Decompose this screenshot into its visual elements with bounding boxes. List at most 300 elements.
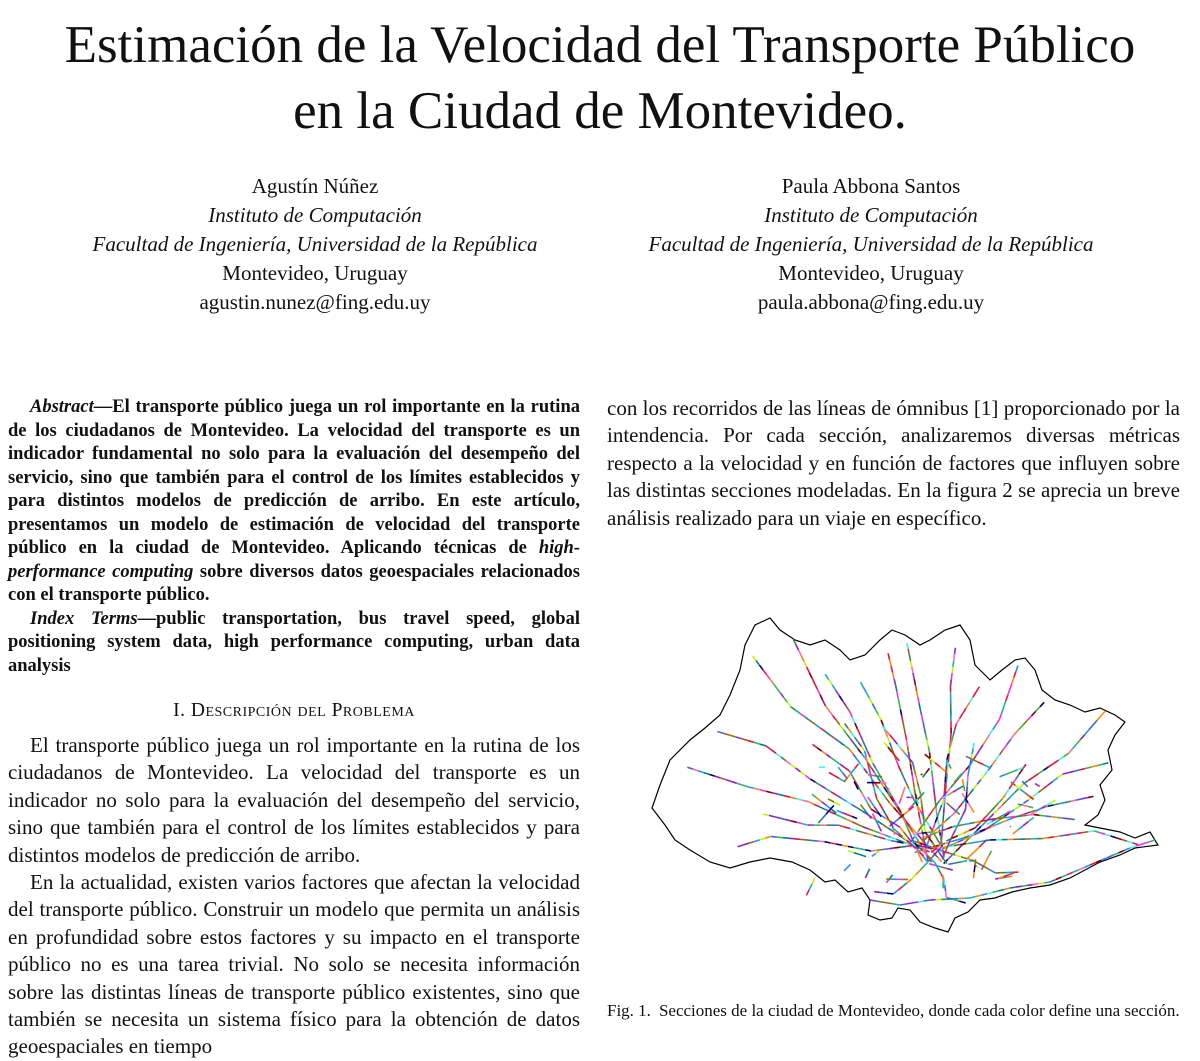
route-section bbox=[1009, 784, 1012, 789]
route-section bbox=[1127, 841, 1133, 843]
route-section bbox=[763, 814, 769, 815]
route-section bbox=[928, 746, 929, 752]
route-section bbox=[1093, 720, 1097, 725]
route-section bbox=[822, 751, 827, 754]
index-terms-label: Index Terms bbox=[30, 609, 138, 629]
route-section bbox=[922, 715, 923, 721]
route-section bbox=[914, 769, 916, 775]
route-section bbox=[1053, 804, 1059, 805]
route-section bbox=[935, 865, 941, 867]
route-section bbox=[786, 820, 792, 821]
route-section bbox=[932, 777, 933, 783]
route-section bbox=[991, 807, 995, 811]
route-section bbox=[932, 771, 933, 777]
route-section bbox=[777, 688, 780, 693]
route-section bbox=[1031, 711, 1035, 716]
route-section bbox=[917, 833, 922, 834]
route-section bbox=[1053, 760, 1058, 763]
route-section bbox=[859, 787, 862, 792]
route-section bbox=[968, 770, 969, 775]
route-section bbox=[861, 746, 864, 751]
route-section bbox=[936, 837, 939, 842]
route-section bbox=[760, 744, 766, 746]
route-section bbox=[914, 679, 915, 685]
route-section bbox=[1034, 815, 1040, 816]
route-section bbox=[829, 772, 834, 775]
route-section bbox=[1002, 801, 1006, 805]
route-section bbox=[973, 743, 974, 748]
author-email[interactable]: agustin.nunez@fing.edu.uy bbox=[35, 288, 595, 317]
route-section bbox=[1063, 818, 1069, 819]
route-section bbox=[916, 775, 918, 781]
route-section bbox=[1033, 884, 1039, 885]
route-section bbox=[900, 827, 904, 832]
route-section bbox=[929, 864, 935, 866]
route-section bbox=[946, 779, 947, 785]
route-section bbox=[970, 697, 973, 702]
route-section bbox=[912, 776, 913, 782]
route-section bbox=[907, 740, 908, 746]
route-section bbox=[956, 847, 960, 851]
route-section bbox=[883, 809, 886, 814]
route-section bbox=[883, 849, 889, 850]
route-section bbox=[976, 750, 979, 755]
route-section bbox=[958, 786, 963, 789]
route-section bbox=[868, 752, 871, 758]
route-section bbox=[875, 783, 879, 788]
route-section bbox=[1105, 834, 1111, 836]
route-section bbox=[999, 799, 1003, 803]
route-section bbox=[952, 736, 954, 742]
route-section bbox=[973, 872, 974, 878]
route-section bbox=[983, 740, 986, 745]
route-section bbox=[1000, 713, 1002, 719]
route-section bbox=[880, 804, 883, 809]
route-section bbox=[981, 820, 987, 821]
route-section bbox=[899, 703, 900, 709]
route-section bbox=[1113, 853, 1119, 855]
route-section bbox=[730, 735, 736, 737]
route-section bbox=[832, 685, 836, 690]
route-section bbox=[1016, 665, 1018, 671]
route-section bbox=[978, 762, 984, 765]
route-section bbox=[1100, 833, 1106, 835]
route-section bbox=[754, 788, 760, 789]
route-section bbox=[1068, 771, 1074, 772]
route-section bbox=[786, 761, 791, 765]
route-section bbox=[846, 819, 851, 822]
route-section bbox=[833, 715, 837, 720]
route-section bbox=[962, 793, 965, 798]
route-section bbox=[1024, 800, 1029, 803]
route-section bbox=[976, 687, 979, 692]
route-section bbox=[720, 778, 725, 780]
route-section bbox=[911, 770, 912, 776]
route-section bbox=[852, 717, 855, 723]
route-section bbox=[972, 842, 978, 843]
route-section bbox=[1048, 781, 1053, 785]
route-section bbox=[980, 745, 983, 750]
route-section bbox=[1059, 803, 1065, 804]
route-section bbox=[840, 725, 844, 730]
route-section bbox=[790, 797, 796, 798]
route-section bbox=[812, 744, 817, 747]
route-section bbox=[959, 803, 963, 808]
route-section bbox=[1094, 831, 1100, 833]
route-section bbox=[842, 812, 847, 814]
route-section bbox=[964, 831, 970, 834]
route-section bbox=[984, 860, 986, 865]
route-section bbox=[981, 775, 985, 780]
route-section bbox=[829, 711, 833, 716]
figure-caption-text: Secciones de la ciudad de Montevideo, donde cada color define una sección. bbox=[659, 1001, 1180, 1020]
route-section bbox=[868, 829, 874, 831]
route-section bbox=[959, 901, 965, 903]
route-section bbox=[1116, 838, 1122, 840]
route-section bbox=[1067, 872, 1073, 874]
route-section bbox=[801, 656, 804, 662]
route-section bbox=[993, 891, 999, 892]
route-section bbox=[1007, 818, 1012, 820]
route-section bbox=[900, 846, 906, 847]
route-section bbox=[1036, 707, 1040, 712]
route-section bbox=[1004, 701, 1006, 707]
route-section bbox=[951, 673, 952, 679]
route-section bbox=[766, 791, 772, 792]
route-section bbox=[896, 685, 897, 691]
route-section bbox=[851, 768, 855, 773]
route-section bbox=[987, 892, 993, 893]
route-section bbox=[860, 734, 863, 740]
route-section bbox=[842, 773, 846, 778]
route-section bbox=[854, 744, 858, 749]
route-section bbox=[831, 792, 836, 795]
route-section bbox=[844, 778, 848, 783]
route-section bbox=[704, 773, 709, 775]
route-section bbox=[1081, 735, 1085, 740]
route-section bbox=[903, 787, 905, 793]
route-section bbox=[897, 691, 898, 697]
route-section bbox=[844, 827, 850, 829]
route-section bbox=[726, 780, 731, 782]
route-section bbox=[962, 779, 963, 785]
route-section bbox=[983, 765, 989, 768]
route-section bbox=[964, 824, 970, 825]
route-section bbox=[802, 824, 808, 825]
route-section bbox=[698, 771, 703, 773]
route-section bbox=[791, 707, 796, 711]
route-section bbox=[898, 765, 901, 771]
route-section bbox=[911, 661, 912, 667]
route-section bbox=[989, 814, 993, 818]
route-section bbox=[891, 666, 893, 672]
route-section bbox=[878, 714, 881, 719]
route-section bbox=[876, 769, 879, 774]
route-section bbox=[885, 835, 891, 837]
route-section bbox=[760, 790, 766, 791]
route-section bbox=[799, 650, 802, 656]
route-section bbox=[919, 812, 920, 818]
route-section bbox=[895, 818, 900, 822]
route-section bbox=[940, 767, 945, 771]
route-section bbox=[931, 764, 932, 770]
route-section bbox=[875, 793, 877, 799]
route-section bbox=[920, 857, 922, 863]
route-section bbox=[860, 855, 866, 857]
route-section bbox=[966, 843, 972, 844]
route-section bbox=[907, 746, 908, 752]
route-section bbox=[1004, 888, 1010, 889]
route-section bbox=[904, 810, 909, 814]
route-section bbox=[1073, 870, 1079, 872]
route-section bbox=[1051, 817, 1057, 818]
route-section bbox=[715, 776, 720, 778]
route-section bbox=[778, 794, 784, 795]
author-block-2 bbox=[591, 172, 1151, 317]
route-section bbox=[900, 709, 901, 715]
route-section bbox=[693, 769, 698, 771]
right-column bbox=[607, 395, 1180, 532]
route-section bbox=[879, 833, 885, 835]
route-section bbox=[877, 799, 880, 804]
route-section bbox=[947, 768, 948, 774]
route-section bbox=[888, 903, 894, 904]
route-section bbox=[866, 693, 869, 698]
author-email[interactable]: paula.abbona@fing.edu.uy bbox=[591, 288, 1151, 317]
route-section bbox=[1085, 730, 1089, 735]
route-section bbox=[867, 869, 869, 874]
route-section bbox=[1077, 739, 1081, 744]
route-section bbox=[760, 838, 766, 840]
route-section bbox=[770, 679, 773, 684]
route-section bbox=[924, 861, 928, 865]
route-section bbox=[777, 837, 783, 838]
author-name: Paula Abbona Santos bbox=[591, 172, 1151, 201]
route-section bbox=[960, 713, 963, 718]
route-section bbox=[927, 740, 928, 746]
route-section bbox=[954, 845, 960, 846]
route-section bbox=[1133, 843, 1139, 845]
route-section bbox=[975, 824, 979, 828]
route-section bbox=[789, 838, 795, 839]
route-section bbox=[871, 802, 874, 807]
route-section bbox=[805, 775, 810, 779]
route-section bbox=[876, 901, 882, 902]
route-section bbox=[881, 720, 883, 726]
route-section bbox=[863, 740, 866, 746]
route-section bbox=[977, 826, 981, 830]
route-section bbox=[1051, 800, 1056, 803]
route-section bbox=[864, 768, 868, 773]
route-section bbox=[896, 760, 898, 766]
route-section bbox=[902, 716, 903, 722]
route-section bbox=[830, 843, 836, 844]
route-section bbox=[971, 808, 974, 813]
route-section bbox=[1023, 720, 1027, 725]
route-section bbox=[986, 819, 992, 820]
route-section bbox=[935, 817, 937, 823]
route-section bbox=[846, 706, 850, 711]
route-section bbox=[769, 815, 775, 816]
route-section bbox=[1043, 785, 1048, 789]
route-section bbox=[766, 746, 771, 750]
route-section bbox=[975, 821, 981, 822]
route-section bbox=[800, 714, 805, 718]
route-section bbox=[1024, 812, 1030, 814]
route-section bbox=[904, 728, 905, 734]
route-section bbox=[953, 660, 954, 666]
route-section bbox=[1065, 801, 1071, 802]
route-section bbox=[970, 789, 974, 794]
route-section bbox=[904, 777, 907, 783]
route-section bbox=[852, 822, 857, 825]
route-section bbox=[1014, 671, 1016, 677]
route-section bbox=[857, 729, 860, 735]
route-section bbox=[857, 759, 861, 764]
route-section bbox=[1065, 834, 1071, 835]
route-section bbox=[863, 827, 869, 829]
route-section bbox=[1006, 797, 1010, 801]
route-section bbox=[808, 802, 813, 805]
route-section bbox=[812, 794, 817, 798]
route-section bbox=[893, 672, 895, 678]
route-section bbox=[871, 850, 877, 851]
route-section bbox=[890, 803, 894, 808]
route-section bbox=[934, 789, 935, 795]
route-section bbox=[765, 836, 771, 838]
route-section bbox=[913, 782, 914, 788]
route-section bbox=[937, 811, 939, 817]
route-section bbox=[960, 815, 963, 820]
route-section bbox=[1016, 886, 1022, 887]
route-section bbox=[1089, 725, 1093, 730]
route-section bbox=[1019, 769, 1022, 774]
route-section bbox=[1028, 815, 1034, 816]
route-section bbox=[950, 766, 951, 768]
route-section bbox=[805, 717, 810, 721]
route-section bbox=[999, 889, 1005, 890]
route-section bbox=[973, 784, 977, 789]
route-section bbox=[1039, 883, 1045, 884]
route-section bbox=[1063, 753, 1068, 756]
figure-label: Fig. 1. bbox=[607, 1001, 651, 1020]
route-section bbox=[860, 764, 864, 769]
route-section bbox=[748, 741, 754, 743]
route-section bbox=[1002, 820, 1007, 822]
route-section bbox=[776, 753, 781, 757]
route-section bbox=[1079, 867, 1085, 869]
route-section bbox=[927, 832, 932, 833]
route-section bbox=[964, 785, 965, 791]
left-column bbox=[8, 396, 580, 1061]
author-institute: Instituto de Computación bbox=[35, 201, 595, 230]
route-section bbox=[947, 774, 948, 780]
route-section bbox=[850, 712, 853, 718]
route-section bbox=[938, 857, 942, 862]
route-section bbox=[990, 729, 993, 734]
route-section bbox=[1021, 885, 1027, 886]
route-section bbox=[826, 754, 831, 757]
route-section bbox=[1091, 766, 1097, 767]
route-section bbox=[954, 654, 955, 660]
route-section bbox=[1038, 789, 1043, 793]
route-section bbox=[838, 767, 842, 772]
route-section bbox=[908, 649, 909, 655]
route-section bbox=[935, 795, 936, 801]
route-section bbox=[888, 653, 890, 659]
route-section bbox=[1004, 817, 1010, 818]
route-section bbox=[904, 832, 908, 837]
route-section bbox=[883, 824, 888, 827]
route-section bbox=[917, 691, 918, 697]
route-section bbox=[924, 900, 930, 901]
route-section bbox=[840, 764, 845, 767]
route-section bbox=[878, 777, 881, 782]
route-section bbox=[791, 821, 797, 822]
route-section bbox=[771, 750, 776, 754]
route-section bbox=[815, 724, 820, 728]
route-section bbox=[860, 682, 863, 687]
route-section bbox=[958, 825, 964, 826]
route-section bbox=[847, 864, 850, 867]
route-section bbox=[1050, 880, 1056, 882]
route-section bbox=[905, 734, 906, 740]
route-section bbox=[893, 890, 898, 894]
route-section bbox=[996, 755, 1000, 760]
route-section bbox=[868, 804, 871, 809]
route-section bbox=[1056, 877, 1062, 879]
route-section bbox=[1033, 793, 1038, 797]
route-section bbox=[1048, 764, 1053, 767]
route-section bbox=[906, 846, 912, 847]
index-terms-text: —public transportation, bus travel speed, global positioning system data, high performance computing, urban data analysis bbox=[8, 609, 580, 676]
route-section bbox=[1082, 798, 1088, 799]
montevideo-sections-map bbox=[630, 600, 1180, 940]
route-section bbox=[948, 762, 949, 768]
route-section bbox=[952, 667, 953, 673]
route-section bbox=[1097, 716, 1101, 721]
route-section bbox=[966, 703, 969, 708]
route-section bbox=[796, 645, 799, 651]
route-section bbox=[981, 894, 987, 895]
route-section bbox=[829, 680, 833, 685]
route-section bbox=[901, 792, 903, 798]
route-section bbox=[882, 902, 888, 903]
route-section bbox=[742, 739, 748, 741]
route-section bbox=[946, 891, 947, 897]
route-section bbox=[819, 807, 824, 810]
route-section bbox=[737, 783, 742, 785]
route-section bbox=[1016, 816, 1022, 817]
route-section bbox=[923, 857, 927, 862]
route-section bbox=[1149, 840, 1155, 842]
route-section bbox=[969, 822, 975, 823]
route-section bbox=[825, 674, 829, 679]
route-section bbox=[885, 839, 891, 841]
route-section bbox=[886, 798, 890, 803]
route-section bbox=[1071, 800, 1077, 801]
route-section bbox=[1061, 875, 1067, 877]
route-section bbox=[987, 856, 989, 861]
route-section bbox=[1011, 770, 1017, 772]
author-city: Montevideo, Uruguay bbox=[35, 259, 595, 288]
route-section bbox=[993, 724, 996, 729]
route-section bbox=[953, 830, 956, 835]
route-section bbox=[1000, 750, 1004, 755]
route-section bbox=[920, 818, 921, 824]
route-section bbox=[948, 863, 954, 864]
route-section bbox=[856, 830, 862, 832]
